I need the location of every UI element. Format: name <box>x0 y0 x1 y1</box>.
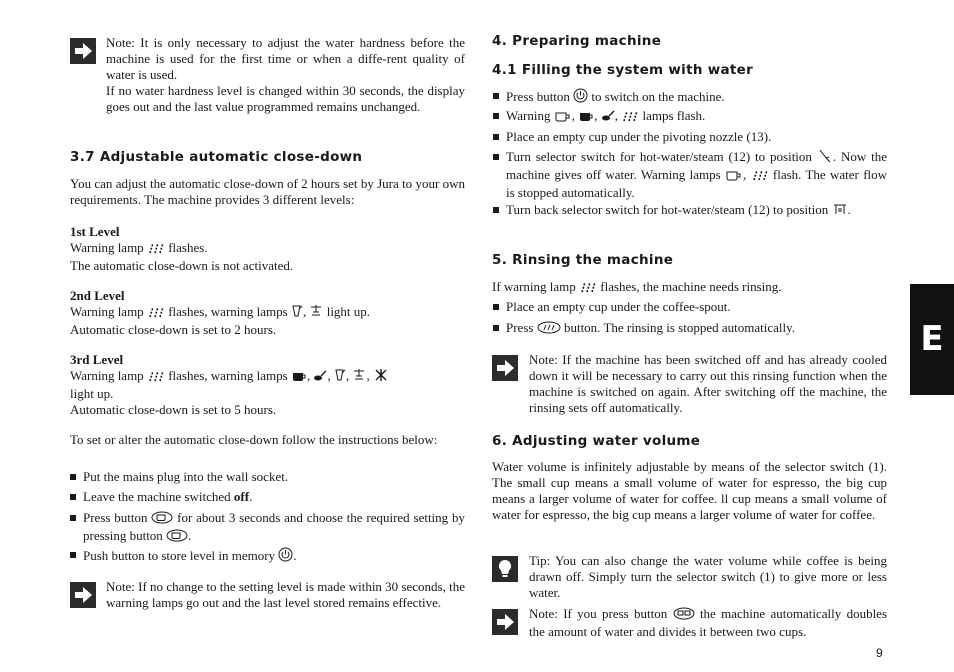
note-double-cup <box>529 606 887 640</box>
spoon-icon <box>601 110 615 126</box>
steam-warning-icon <box>147 242 165 258</box>
section-heading: 6. Adjusting water volume <box>492 433 701 449</box>
text: Automatic close-down is set to 5 hours. <box>70 402 277 417</box>
text: Warning lamp <box>70 304 144 319</box>
level-2-text: Warning lamp flashes, warning lamps , light up. Automatic close-down is set to 2 hours. <box>70 304 371 337</box>
note-arrow-icon <box>70 38 96 64</box>
big-cup-icon <box>578 110 594 126</box>
text: If warning lamp <box>492 279 576 294</box>
list-item: Place an empty cup under the pivoting nozzle (13). <box>506 129 887 145</box>
power-button-icon <box>278 547 293 566</box>
text: for about 3 seconds and choose the required setting by pressing button <box>83 510 465 543</box>
section-heading: 4. Preparing machine <box>492 33 662 49</box>
grounds-container-icon <box>291 304 303 322</box>
list-item: Place an empty cup under the coffee-spout. <box>506 299 887 315</box>
cup-button-icon <box>166 529 188 546</box>
text: Warning lamp <box>70 368 144 383</box>
tip-bulb-icon <box>492 556 518 582</box>
text: flash. The water flow is stopped automatically. <box>506 167 888 200</box>
text: The automatic close-down is not activated. <box>70 258 294 273</box>
text: the machine automatically doubles the amount of water and divides it between two cups. <box>529 606 888 639</box>
page-number: 9 <box>876 646 883 660</box>
list-item <box>506 320 887 338</box>
list-item: Turn selector switch for hot-water/steam (12) to position . Now the machine gives off water. Warning lamps , flash. The water flow is stopped automatically. <box>506 149 888 200</box>
note-arrow-icon <box>492 355 518 381</box>
text: light up. <box>70 386 114 401</box>
tray-icon <box>352 368 366 386</box>
text: Now the machine gives off water. Warning lamps <box>506 149 888 182</box>
note-water-hardness <box>106 35 465 115</box>
text: lamps flash. <box>642 108 706 123</box>
text: Press button <box>506 89 570 104</box>
list-item: Warning , , , lamps flash. <box>506 108 887 126</box>
small-cup-icon <box>725 169 743 185</box>
paragraph: You can adjust the automatic close-down of 2 hours set by Jura to your own requirements. The machine provides 3 different levels: <box>70 176 465 207</box>
section-heading: 4.1 Filling the system with water <box>492 62 754 78</box>
text: Warning <box>506 108 551 123</box>
text: flashes, the machine needs rinsing. <box>600 279 782 294</box>
note-arrow-icon <box>492 609 518 635</box>
text: Warning lamp <box>70 240 144 255</box>
steam-warning-icon <box>579 281 597 297</box>
language-tab: E <box>910 284 954 395</box>
text: light up. <box>326 304 371 319</box>
steam-warning-icon <box>147 370 165 386</box>
text: Press button <box>83 510 148 525</box>
tray-icon <box>309 304 323 322</box>
text: Press <box>506 320 534 335</box>
text: Automatic close-down is set to 2 hours. <box>70 322 277 337</box>
level-3-text: Warning lamp flashes, warning lamps , , , , light up. Automatic close-down is set to 5 hours. <box>70 368 465 418</box>
section-heading: 3.7 Adjustable automatic close-down <box>70 149 363 165</box>
list-item: Leave the machine switched off. <box>83 489 465 505</box>
text: Turn back selector switch for hot-water/steam (12) to position <box>506 202 829 217</box>
big-cup-icon <box>291 370 307 386</box>
paragraph <box>492 279 887 297</box>
level-title: 1st Level <box>70 224 120 239</box>
text: Push button to store level in memory <box>83 548 276 563</box>
list-item: Turn back selector switch for hot-water/steam (12) to position . <box>506 202 887 220</box>
list-item: Push button to store level in memory . <box>83 547 465 566</box>
text: off <box>233 489 250 504</box>
steam-nozzle-icon <box>817 149 833 167</box>
level-1-text <box>70 240 465 274</box>
cup-button-icon <box>151 511 173 528</box>
note-arrow-icon <box>70 582 96 608</box>
text: flashes, warning lamps <box>168 304 288 319</box>
text: Note: If you press button <box>529 606 668 621</box>
note-close-down: Note: If no change to the setting level is made within 30 seconds, the warning lamps go out and the last level stored remains effective. <box>106 579 465 610</box>
text: Turn selector switch for hot-water/steam (12) to position <box>506 149 812 164</box>
spoon-icon <box>313 370 327 386</box>
power-button-icon <box>573 88 588 107</box>
paragraph: To set or alter the automatic close-down follow the instructions below: <box>70 432 438 447</box>
text: to switch on the machine. <box>591 89 725 104</box>
text: button. The rinsing is stopped automatically. <box>563 320 796 335</box>
tip-water-volume: Tip: You can also change the water volume while coffee is being drawn off. Simply turn the selector switch (1) to give more or less water. <box>529 553 887 600</box>
coffee-position-icon <box>832 203 848 220</box>
text: flashes, warning lamps <box>168 368 288 383</box>
note-text: If no water hardness level is changed within 30 seconds, the display goes out and the last value programmed remains unchanged. <box>106 83 465 114</box>
list-item: Press button for about 3 seconds and choose the required setting by pressing button . <box>83 510 465 546</box>
list-item: Put the mains plug into the wall socket. <box>83 469 465 485</box>
steam-warning-icon <box>751 169 769 185</box>
section-heading: 5. Rinsing the machine <box>492 252 674 268</box>
rinse-button-icon <box>537 321 561 338</box>
grounds-container-icon <box>334 368 346 386</box>
paragraph: Water volume is infinitely adjustable by means of the selector switch (1). The small cup means a small volume of water for espresso, the big cup means a larger volume of water for coffee. ll cup means a small volume of water for espresso, the big cup means a larger volume of water for coffee. <box>492 459 887 522</box>
note-text: Note: It is only necessary to adjust the water hardness before the machine is used for the first time or when a diffe-rent quality of water is used. <box>106 35 465 82</box>
note-rinsing: Note: If the machine has been switched off and has already cooled down it will be necessary to carry out this rinsing function when the machine is switched on again. After switching off the machine, the rinsing sets off automatically. <box>529 352 887 415</box>
steam-warning-icon <box>147 306 165 322</box>
text: Leave the machine switched <box>83 489 231 504</box>
calc-icon <box>373 368 389 386</box>
steam-warning-icon <box>621 110 639 126</box>
level-title: 2nd Level <box>70 288 125 303</box>
level-title: 3rd Level <box>70 352 124 367</box>
small-cup-icon <box>554 110 572 126</box>
text: flashes. <box>168 240 208 255</box>
list-item <box>506 88 887 107</box>
two-cups-button-icon <box>673 607 695 624</box>
